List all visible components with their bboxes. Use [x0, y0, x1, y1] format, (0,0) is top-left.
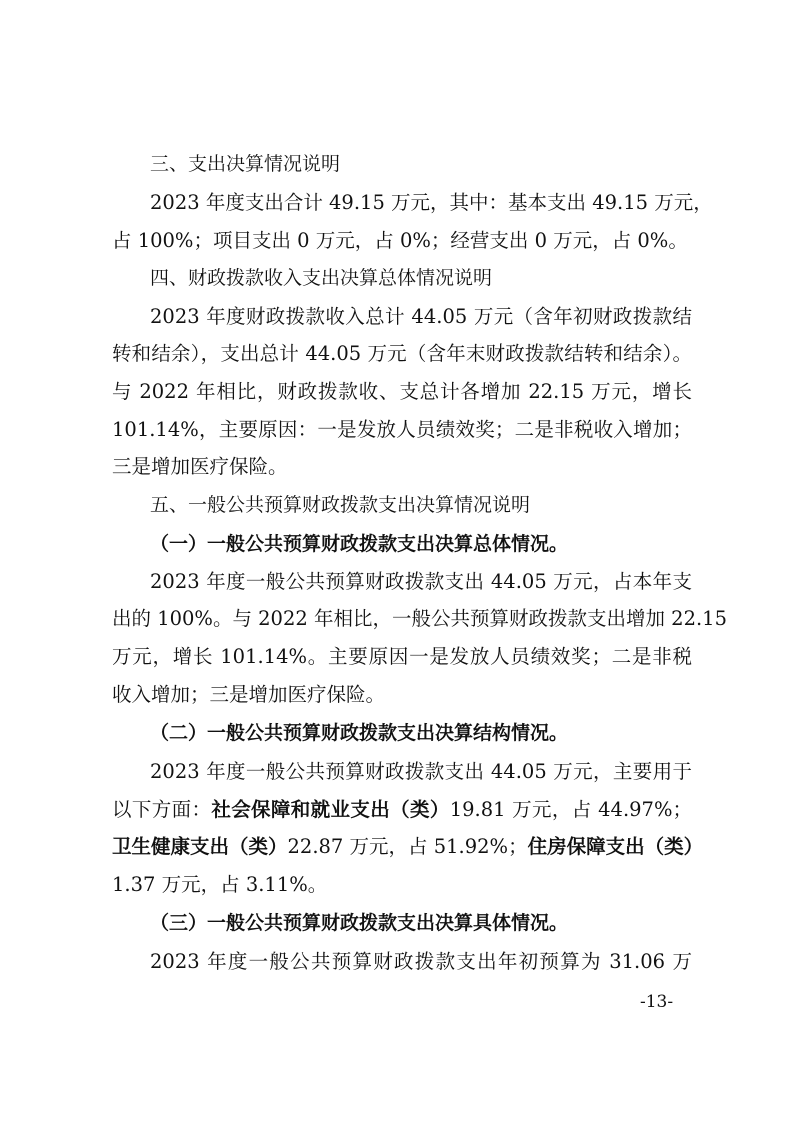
- paragraph-line: 出的 100%。与 2022 年相比，一般公共预算财政拨款支出增加 22.15: [112, 607, 727, 630]
- paragraph-line: 万元，增长 101.14%。主要原因一是发放人员绩效奖；二是非税: [112, 645, 692, 668]
- paragraph-line: 2023 年度财政拨款收入总计 44.05 万元（含年初财政拨款结: [150, 305, 692, 328]
- paragraph-line: [112, 832, 704, 862]
- category-label: 卫生健康支出（类）: [112, 835, 288, 858]
- text-run: 22.87 万元，占 51.92%；: [287, 835, 528, 858]
- paragraph-line: 收入增加；三是增加医疗保险。: [112, 683, 386, 706]
- text-run: 19.81 万元，占 44.97%；: [449, 798, 692, 821]
- paragraph-line: 2023 年度一般公共预算财政拨款支出 44.05 万元，占本年支: [150, 570, 692, 593]
- paragraph-line: 101.14%，主要原因：一是发放人员绩效奖；二是非税收入增加；: [112, 418, 692, 441]
- subsection-2-heading: （二）一般公共预算财政拨款支出决算结构情况。: [150, 722, 569, 744]
- paragraph-line: 转和结余），支出总计 44.05 万元（含年末财政拨款结转和结余）。: [112, 342, 692, 365]
- section-5-heading: 五、一般公共预算财政拨款支出决算情况说明: [150, 494, 531, 516]
- section-3-heading: 三、支出决算情况说明: [150, 153, 341, 175]
- section-4-heading: 四、财政拨款收入支出决算总体情况说明: [150, 267, 493, 289]
- paragraph-line: 2023 年度支出合计 49.15 万元，其中：基本支出 49.15 万元，: [150, 191, 713, 214]
- page-number: -13-: [640, 992, 674, 1012]
- paragraph-line: 2023 年度一般公共预算财政拨款支出 44.05 万元，主要用于: [150, 760, 692, 783]
- paragraph-line: 占 100%；项目支出 0 万元，占 0%；经营支出 0 万元，占 0%。: [112, 229, 688, 252]
- paragraph-line: 与 2022 年相比，财政拨款收、支总计各增加 22.15 万元，增长: [112, 380, 692, 403]
- paragraph-line: 2023 年度一般公共预算财政拨款支出年初预算为 31.06 万: [150, 950, 692, 973]
- category-label: 社会保障和就业支出（类）: [211, 798, 450, 821]
- paragraph-line: 1.37 万元，占 3.11%。: [112, 873, 328, 896]
- subsection-3-heading: （三）一般公共预算财政拨款支出决算具体情况。: [150, 912, 569, 934]
- category-label: 住房保障支出（类）: [527, 835, 704, 858]
- paragraph-line: [112, 795, 692, 825]
- paragraph-line: 三是增加医疗保险。: [112, 455, 288, 478]
- subsection-1-heading: （一）一般公共预算财政拨款支出决算总体情况。: [150, 533, 569, 555]
- text-run: 以下方面：: [112, 798, 212, 821]
